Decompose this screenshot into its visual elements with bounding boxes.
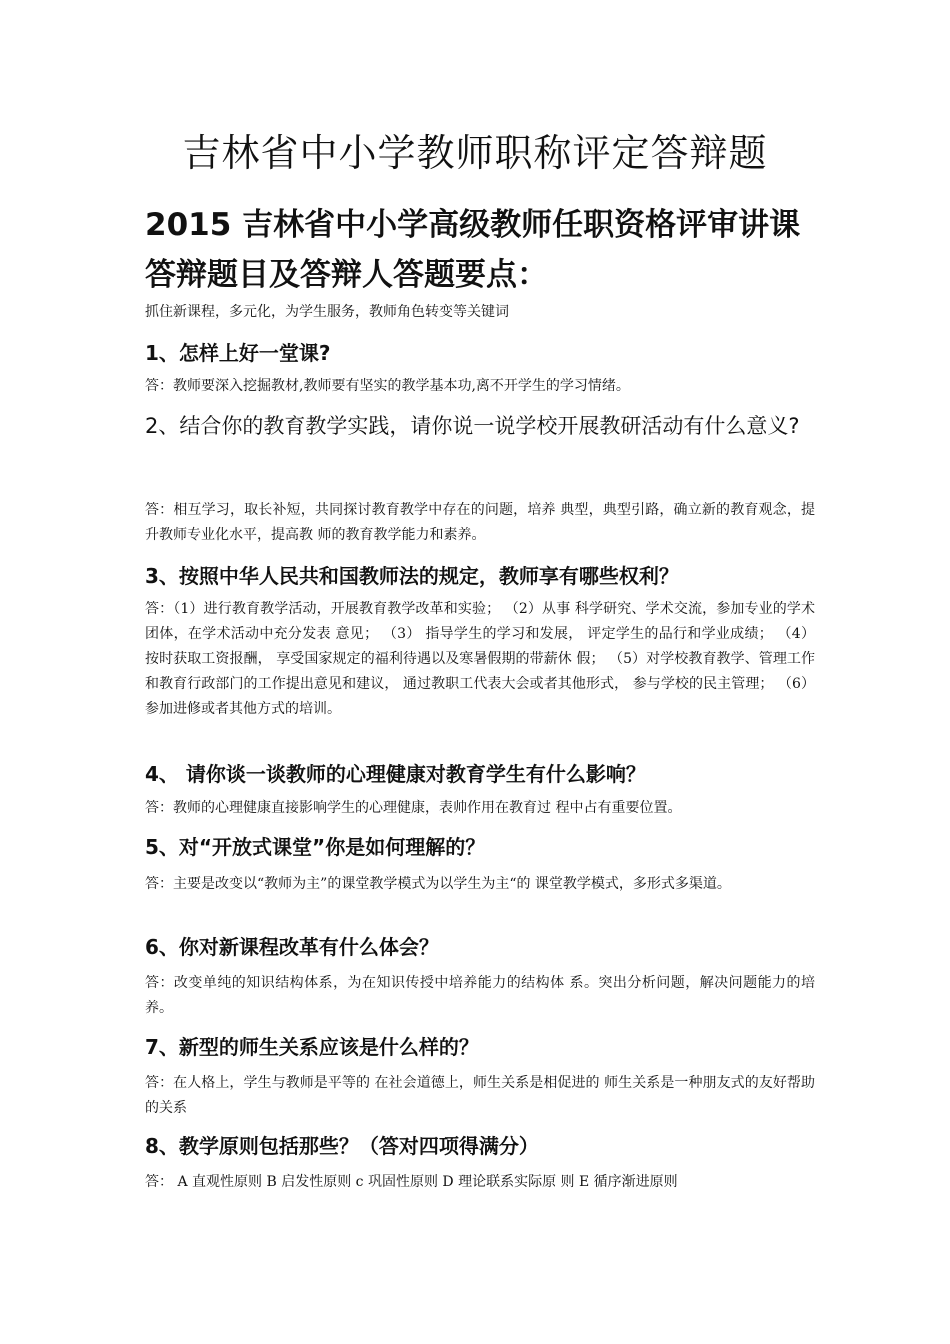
answer-8: 答： A 直观性原则 B 启发性原则 c 巩固性原则 D 理论联系实际原 则 E 循序渐进原则: [145, 1174, 678, 1190]
question-5: 5、对“开放式课堂”你是如何理解的？: [145, 835, 486, 859]
answer-6: 答：改变单纯的知识结构体系，为在知识传授中培养能力的结构体 系。突出分析问题，解决问题能力的培养。: [145, 975, 815, 1016]
question-7: 7、新型的师生关系应该是什么样的？: [145, 1035, 479, 1059]
answer-4: 答：教师的心理健康直接影响学生的心理健康，表帅作用在教育过 程中占有重要位置。: [145, 800, 682, 816]
keywords-note: 抓住新课程，多元化，为学生服务，教师角色转变等关键词: [145, 304, 509, 320]
question-4: 4、 请你谈一谈教师的心理健康对教育学生有什么影响？: [145, 762, 646, 786]
question-6: 6、你对新课程改革有什么体会？: [145, 935, 439, 959]
answer-1: 答：教师要深入挖掘教材,教师要有坚实的教学基本功,离不开学生的学习情绪。: [145, 378, 630, 394]
document-title: 吉林省中小学教师职称评定答辩题: [182, 131, 768, 175]
answer-5: 答：主要是改变以“教师为主”的课堂教学模式为以学生为主“的 课堂教学模式，多形式多渠道。: [145, 876, 731, 892]
answer-2: 答：相互学习，取长补短，共同探讨教育教学中存在的问题，培养 典型，典型引路，确立新的教育观念，提升教师专业化水平，提高教 师的教育教学能力和素养。: [145, 502, 815, 543]
section-heading: 2015 吉林省中小学高级教师任职资格评审讲课答辩题目及答辩人答题要点：: [145, 207, 801, 293]
answer-7: 答：在人格上，学生与教师是平等的 在社会道德上，师生关系是相促进的 师生关系是一种朋友式的友好帮助的关系: [145, 1075, 815, 1116]
question-1: 1、怎样上好一堂课?: [145, 341, 331, 365]
answer-3: 答：（1）进行教育教学活动，开展教育教学改革和实验； （2）从事 科学研究、学术交流，参加专业的学术团体，在学术活动中充分发表 意见； （3） 指导学生的学习和发展， 评定学生的品行和学业成绩； （4） 按时获取工资报酬， 享受国家规定的福利待遇以及寒暑假期的带薪休 假； （5）对学校教育教学、管理工作和教育行政部门的工作提出意见和建议， 通过教职工代表大会或者其他形式， 参与学校的民主管理； （6）参加进修或者其他方式的培训。: [145, 601, 815, 717]
question-2: 2、结合你的教育教学实践，请你说一说学校开展教研活动有什么意义?: [145, 414, 800, 438]
question-8: 8、教学原则包括那些？（答对四项得满分）: [145, 1134, 539, 1158]
question-3: 3、按照中华人民共和国教师法的规定，教师享有哪些权利？: [145, 564, 679, 588]
